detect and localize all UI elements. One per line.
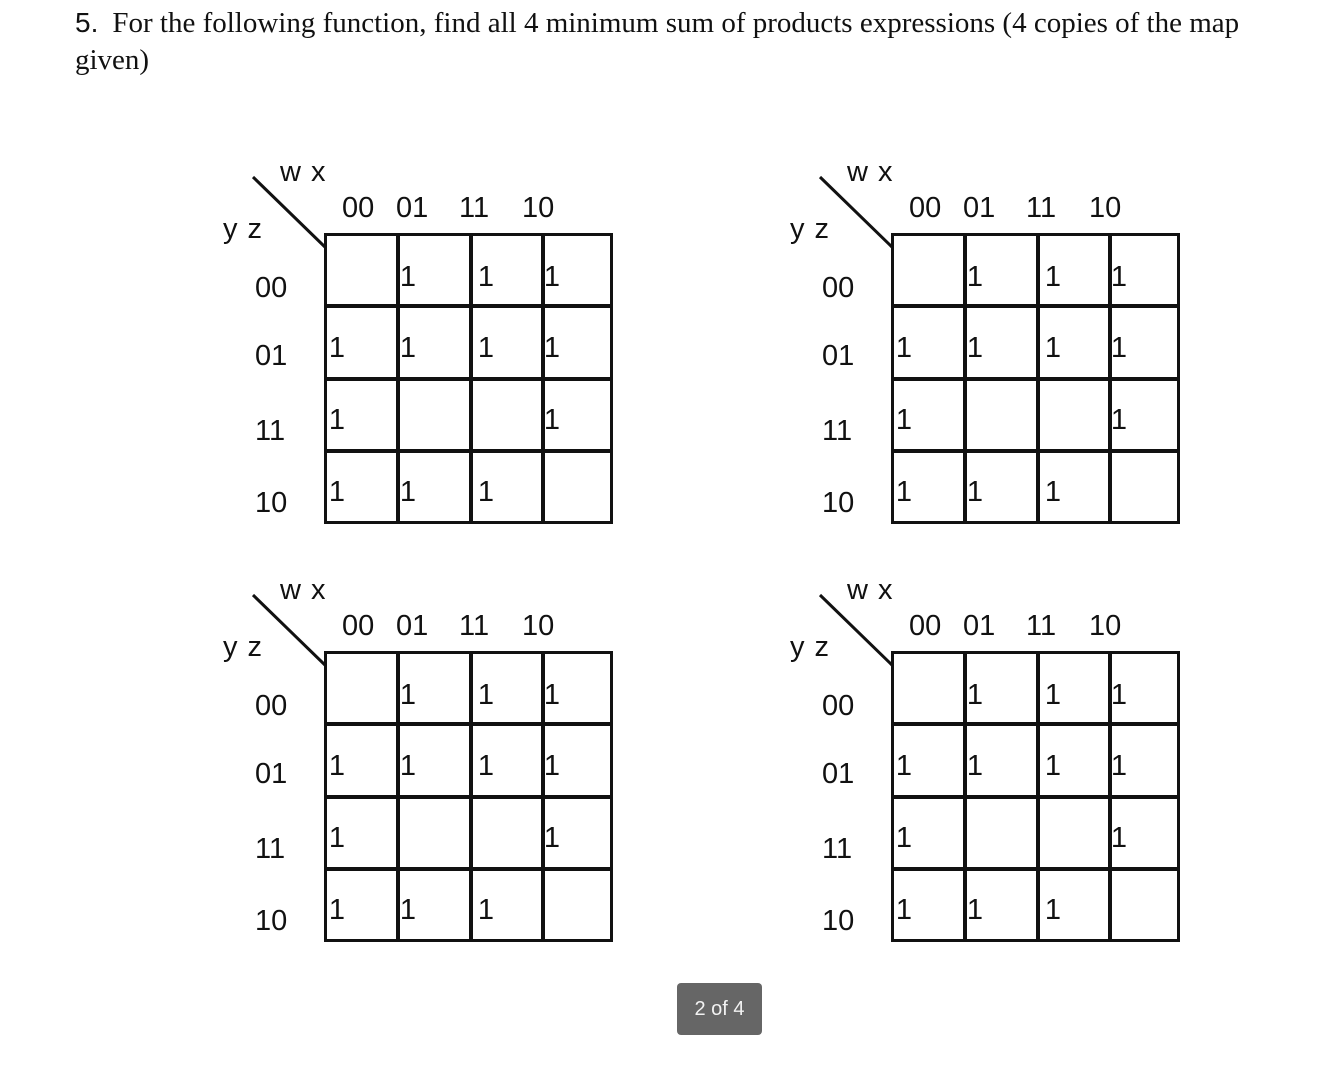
kmap-cell: 1 [895,750,913,782]
kmap-cell: 1 [543,332,561,364]
kmap-cell: 1 [543,679,561,711]
kmap-cell: 1 [328,404,346,436]
column-header: 01 [396,610,429,642]
row-header: 01 [255,758,288,790]
kmap-cell: 1 [399,894,417,926]
kmap-cell: 1 [1110,404,1128,436]
row-header: 10 [822,487,855,519]
kmap-cell: 1 [1110,822,1128,854]
column-header: 10 [522,610,555,642]
column-variables-label: w x [280,574,327,606]
column-header: 00 [342,192,375,224]
kmap-cell: 1 [1044,261,1062,293]
karnaugh-map-2 [790,158,1210,558]
row-variables-label: y z [790,213,831,245]
column-header: 11 [1026,192,1057,224]
column-variables-label: w x [847,574,894,606]
column-header: 11 [1026,610,1057,642]
kmap-cell: 1 [895,894,913,926]
kmap-cell: 1 [477,261,495,293]
kmap-cell: 1 [966,476,984,508]
row-variables-label: y z [790,631,831,663]
kmap-cell: 1 [1044,894,1062,926]
page-indicator: 2 of 4 [677,983,762,1035]
column-header: 11 [459,610,490,642]
column-header: 10 [522,192,555,224]
karnaugh-map-4 [790,576,1210,976]
kmap-cell: 1 [399,261,417,293]
column-header: 00 [909,192,942,224]
row-header: 11 [255,833,286,865]
kmap-cell: 1 [543,261,561,293]
row-header: 01 [822,340,855,372]
column-header: 00 [342,610,375,642]
kmap-cell: 1 [966,679,984,711]
kmap-cell: 1 [477,679,495,711]
kmap-cell: 1 [895,332,913,364]
kmap-cell: 1 [543,822,561,854]
kmap-cell: 1 [1110,332,1128,364]
row-header: 11 [822,415,853,447]
column-variables-label: w x [280,156,327,188]
kmap-cell: 1 [966,750,984,782]
row-header: 00 [255,690,288,722]
kmap-cell: 1 [895,404,913,436]
kmap-cell: 1 [1044,750,1062,782]
row-header: 11 [822,833,853,865]
row-header: 00 [822,690,855,722]
question-prompt: For the following function, find all 4 minimum sum of products expressions (4 copies of the map given) [75,7,1240,76]
kmap-cell: 1 [1044,332,1062,364]
column-header: 10 [1089,192,1122,224]
kmap-cell: 1 [399,476,417,508]
kmap-cell: 1 [399,679,417,711]
kmap-cell: 1 [1044,476,1062,508]
karnaugh-map-1 [223,158,643,558]
row-variables-label: y z [223,213,264,245]
kmap-cell: 1 [895,822,913,854]
row-header: 00 [255,272,288,304]
column-header: 01 [396,192,429,224]
row-header: 10 [255,487,288,519]
kmap-cell: 1 [328,332,346,364]
kmap-cell: 1 [1110,261,1128,293]
kmap-cell: 1 [966,894,984,926]
kmap-cell: 1 [477,476,495,508]
column-header: 11 [459,192,490,224]
kmap-cell: 1 [966,332,984,364]
column-header: 00 [909,610,942,642]
question-text-block [75,4,1320,79]
row-header: 00 [822,272,855,304]
kmap-cell: 1 [543,750,561,782]
row-header: 01 [822,758,855,790]
column-header: 01 [963,192,996,224]
kmap-cell: 1 [895,476,913,508]
column-header: 01 [963,610,996,642]
question-number: 5. [75,7,99,38]
row-header: 01 [255,340,288,372]
karnaugh-map-3 [223,576,643,976]
kmap-cell: 1 [477,894,495,926]
kmap-cell: 1 [477,750,495,782]
kmap-cell: 1 [399,750,417,782]
kmap-cell: 1 [328,476,346,508]
kmap-cell: 1 [328,894,346,926]
kmap-cell: 1 [399,332,417,364]
row-header: 10 [255,905,288,937]
row-variables-label: y z [223,631,264,663]
row-header: 11 [255,415,286,447]
row-header: 10 [822,905,855,937]
kmap-cell: 1 [328,750,346,782]
kmap-cell: 1 [477,332,495,364]
kmap-cell: 1 [1110,750,1128,782]
kmap-cell: 1 [543,404,561,436]
column-variables-label: w x [847,156,894,188]
kmap-cell: 1 [328,822,346,854]
kmap-cell: 1 [966,261,984,293]
column-header: 10 [1089,610,1122,642]
kmap-cell: 1 [1110,679,1128,711]
kmap-cell: 1 [1044,679,1062,711]
